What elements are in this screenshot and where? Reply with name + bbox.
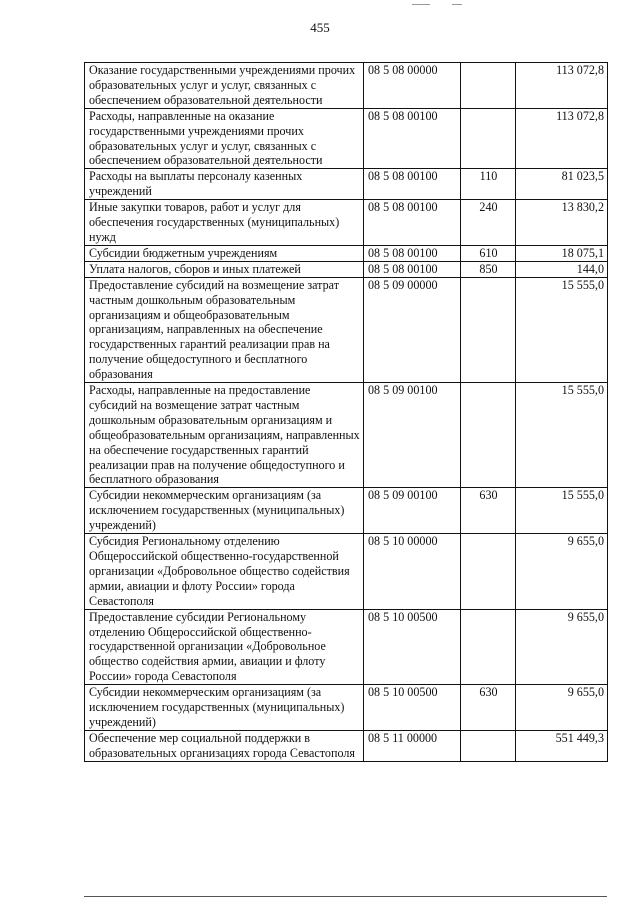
row-type-cell: 630 bbox=[461, 685, 516, 731]
row-code-cell: 08 5 09 00100 bbox=[364, 488, 461, 534]
table-row bbox=[85, 169, 608, 200]
row-sum-cell: 15 555,0 bbox=[516, 488, 608, 534]
table-row bbox=[85, 200, 608, 246]
budget-table bbox=[84, 62, 608, 762]
row-name-cell: Иные закупки товаров, работ и услуг для обеспечения государственных (муниципальных) нужд bbox=[85, 200, 364, 246]
row-code-cell: 08 5 09 00000 bbox=[364, 277, 461, 382]
row-type-cell bbox=[461, 277, 516, 382]
table-row bbox=[85, 108, 608, 169]
table-row bbox=[85, 534, 608, 610]
row-name-cell: Расходы на выплаты персоналу казенных учреждений bbox=[85, 169, 364, 200]
row-sum-cell: 551 449,3 bbox=[516, 730, 608, 761]
row-code-cell: 08 5 08 00100 bbox=[364, 108, 461, 169]
row-sum-cell: 9 655,0 bbox=[516, 685, 608, 731]
table-row bbox=[85, 383, 608, 488]
row-code-cell: 08 5 08 00100 bbox=[364, 245, 461, 261]
row-sum-cell: 15 555,0 bbox=[516, 383, 608, 488]
row-type-cell: 110 bbox=[461, 169, 516, 200]
row-name-cell: Субсидии некоммерческим организациям (за исключением государственных (муниципальных) учреждений) bbox=[85, 488, 364, 534]
row-name-cell: Расходы, направленные на предоставление субсидий на возмещение затрат частным дошкольным образовательным организациям и общеобразовательным организациям, направленных на обеспечение государственных гарантий реализации прав на получение общедоступного и бесплатного образования bbox=[85, 383, 364, 488]
row-type-cell bbox=[461, 609, 516, 685]
row-code-cell: 08 5 08 00100 bbox=[364, 200, 461, 246]
row-type-cell bbox=[461, 730, 516, 761]
budget-table-body bbox=[85, 63, 608, 762]
row-type-cell bbox=[461, 108, 516, 169]
row-name-cell: Предоставление субсидии Региональному отделению Общероссийской общественно-государственной организации «Добровольное общество содействия армии, авиации и флоту России» города Севастополя bbox=[85, 609, 364, 685]
row-sum-cell: 9 655,0 bbox=[516, 534, 608, 610]
row-type-cell: 240 bbox=[461, 200, 516, 246]
row-type-cell: 610 bbox=[461, 245, 516, 261]
page-number: 455 bbox=[310, 20, 330, 35]
page-bottom-rule bbox=[84, 896, 607, 897]
row-sum-cell: 18 075,1 bbox=[516, 245, 608, 261]
row-code-cell: 08 5 08 00100 bbox=[364, 169, 461, 200]
row-type-cell bbox=[461, 63, 516, 109]
row-name-cell: Обеспечение мер социальной поддержки в образовательных организациях города Севастополя bbox=[85, 730, 364, 761]
row-sum-cell: 9 655,0 bbox=[516, 609, 608, 685]
table-row bbox=[85, 609, 608, 685]
table-row bbox=[85, 63, 608, 109]
row-type-cell: 630 bbox=[461, 488, 516, 534]
row-code-cell: 08 5 10 00000 bbox=[364, 534, 461, 610]
row-code-cell: 08 5 10 00500 bbox=[364, 609, 461, 685]
table-row bbox=[85, 261, 608, 277]
table-row bbox=[85, 277, 608, 382]
row-type-cell: 850 bbox=[461, 261, 516, 277]
scan-artifact bbox=[452, 4, 462, 5]
row-code-cell: 08 5 10 00500 bbox=[364, 685, 461, 731]
row-sum-cell: 15 555,0 bbox=[516, 277, 608, 382]
table-row bbox=[85, 730, 608, 761]
row-type-cell bbox=[461, 383, 516, 488]
row-code-cell: 08 5 08 00100 bbox=[364, 261, 461, 277]
row-name-cell: Субсидия Региональному отделению Общероссийской общественно-государственной организации «Добровольное общество содействия армии, авиации и флоту России» города Севастополя bbox=[85, 534, 364, 610]
row-name-cell: Субсидии бюджетным учреждениям bbox=[85, 245, 364, 261]
row-name-cell: Субсидии некоммерческим организациям (за исключением государственных (муниципальных) учреждений) bbox=[85, 685, 364, 731]
row-sum-cell: 13 830,2 bbox=[516, 200, 608, 246]
row-sum-cell: 113 072,8 bbox=[516, 63, 608, 109]
row-name-cell: Оказание государственными учреждениями прочих образовательных услуг и услуг, связанных с обеспечением образовательной деятельности bbox=[85, 63, 364, 109]
row-name-cell: Расходы, направленные на оказание государственными учреждениями прочих образовательных услуг и услуг, связанных с обеспечением образовательной деятельности bbox=[85, 108, 364, 169]
row-sum-cell: 144,0 bbox=[516, 261, 608, 277]
row-name-cell: Предоставление субсидий на возмещение затрат частным дошкольным образовательным организациям и общеобразовательным организациям, направленных на обеспечение государственных гарантий реализации прав на получение общедоступного и бесплатного образования bbox=[85, 277, 364, 382]
scan-artifact bbox=[412, 4, 430, 5]
row-sum-cell: 81 023,5 bbox=[516, 169, 608, 200]
row-code-cell: 08 5 11 00000 bbox=[364, 730, 461, 761]
row-code-cell: 08 5 09 00100 bbox=[364, 383, 461, 488]
row-name-cell: Уплата налогов, сборов и иных платежей bbox=[85, 261, 364, 277]
table-row bbox=[85, 245, 608, 261]
table-row bbox=[85, 488, 608, 534]
row-type-cell bbox=[461, 534, 516, 610]
row-sum-cell: 113 072,8 bbox=[516, 108, 608, 169]
row-code-cell: 08 5 08 00000 bbox=[364, 63, 461, 109]
table-row bbox=[85, 685, 608, 731]
